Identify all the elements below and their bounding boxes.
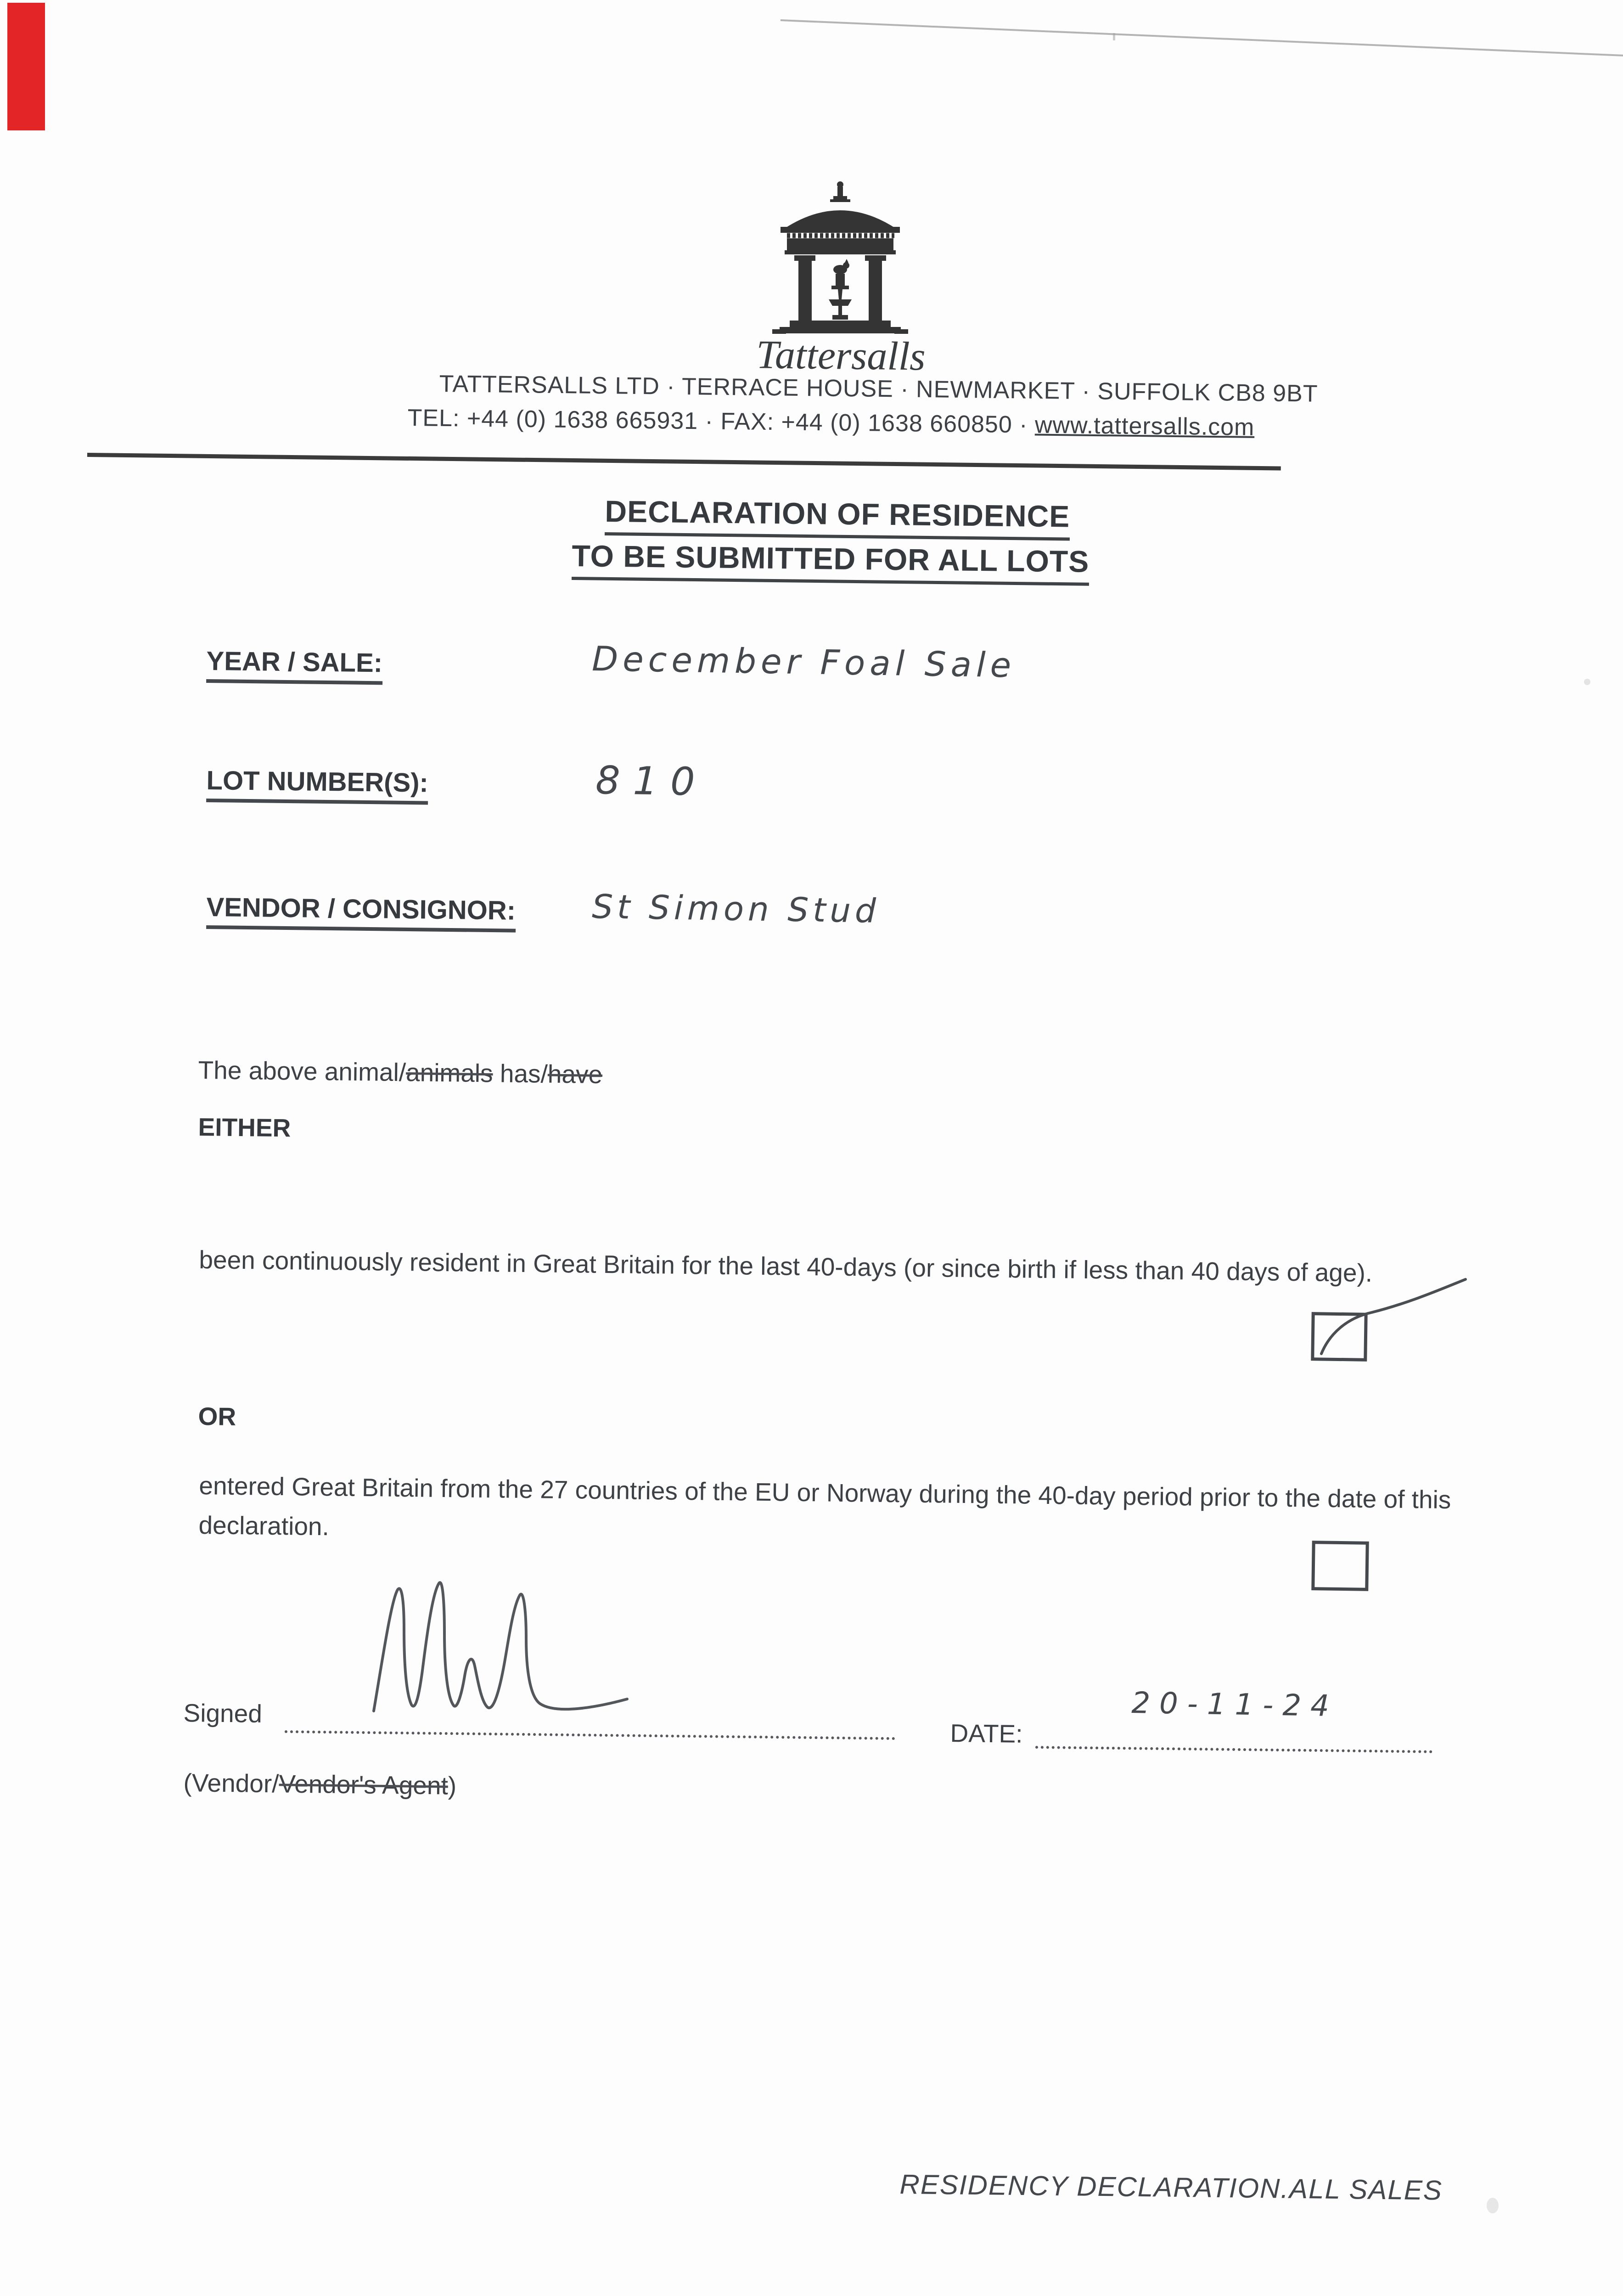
intro-text: The above animal/ (198, 1056, 406, 1087)
logo-wordmark: Tattersalls (756, 332, 926, 379)
scan-speck-1 (1113, 33, 1115, 40)
or-label: OR (198, 1402, 236, 1431)
signed-line[interactable] (285, 1730, 895, 1740)
document-title-line1: DECLARATION OF RESIDENCE (605, 494, 1070, 540)
date-line[interactable] (1035, 1746, 1432, 1753)
lot-number-label: LOT NUMBER(S): (206, 765, 428, 805)
entered-checkbox[interactable] (1311, 1541, 1369, 1591)
date-label: DATE: (950, 1719, 1023, 1748)
scanner-line-artifact (781, 19, 1623, 57)
year-sale-value: December Foal Sale (591, 639, 1016, 686)
struck-word-animals: animals (405, 1058, 493, 1088)
header-address-line: TATTERSALLS LTD · TERRACE HOUSE · NEWMARKET · SUFFOLK CB8 9BT (439, 370, 1318, 407)
lot-number-value: 810 (595, 758, 708, 805)
tattersalls-rotunda-logo-icon (771, 179, 909, 335)
header-contact-line (407, 404, 1254, 441)
vendor-consignor-label: VENDOR / CONSIGNOR: (206, 892, 516, 933)
vendor-line-text: (Vendor/ (183, 1768, 279, 1798)
header-phone-fax: TEL: +44 (0) 1638 665931 · FAX: +44 (0) 1638 660850 · (407, 404, 1035, 439)
scan-speck-2 (1584, 679, 1590, 685)
struck-vendors-agent: Vendor's Agent (279, 1769, 449, 1800)
intro-text-mid: has/ (493, 1059, 548, 1088)
website-link[interactable]: www.tattersalls.com (1034, 411, 1255, 441)
resident-checkbox-tick-icon (1299, 1268, 1478, 1379)
vendor-consignor-value: St Simon Stud (591, 887, 881, 930)
option-entered-text: entered Great Britain from the 27 countries of the EU or Norway during the 40-day period prior to the date of this declaration. (198, 1471, 1451, 1541)
scan-smudge (1487, 2198, 1499, 2213)
document-title-line2: TO BE SUBMITTED FOR ALL LOTS (572, 538, 1089, 586)
option-resident-text: been continuously resident in Great Britain for the last 40-days (or since birth if less than 40 days of age). (199, 1245, 1373, 1287)
struck-word-have: have (547, 1059, 603, 1089)
declaration-intro-line (198, 1055, 602, 1089)
header-divider-rule (87, 453, 1281, 470)
either-label: EITHER (198, 1113, 291, 1142)
vendor-line-close: ) (448, 1771, 457, 1800)
signature-scrawl (367, 1574, 661, 1721)
footer-note: RESIDENCY DECLARATION.ALL SALES (899, 2169, 1443, 2206)
year-sale-label: YEAR / SALE: (206, 646, 382, 685)
scan-red-mark (7, 3, 45, 130)
vendor-agent-line (183, 1768, 456, 1801)
date-value: 20-11-24 (1131, 1686, 1339, 1724)
signed-label: Signed (183, 1699, 263, 1728)
